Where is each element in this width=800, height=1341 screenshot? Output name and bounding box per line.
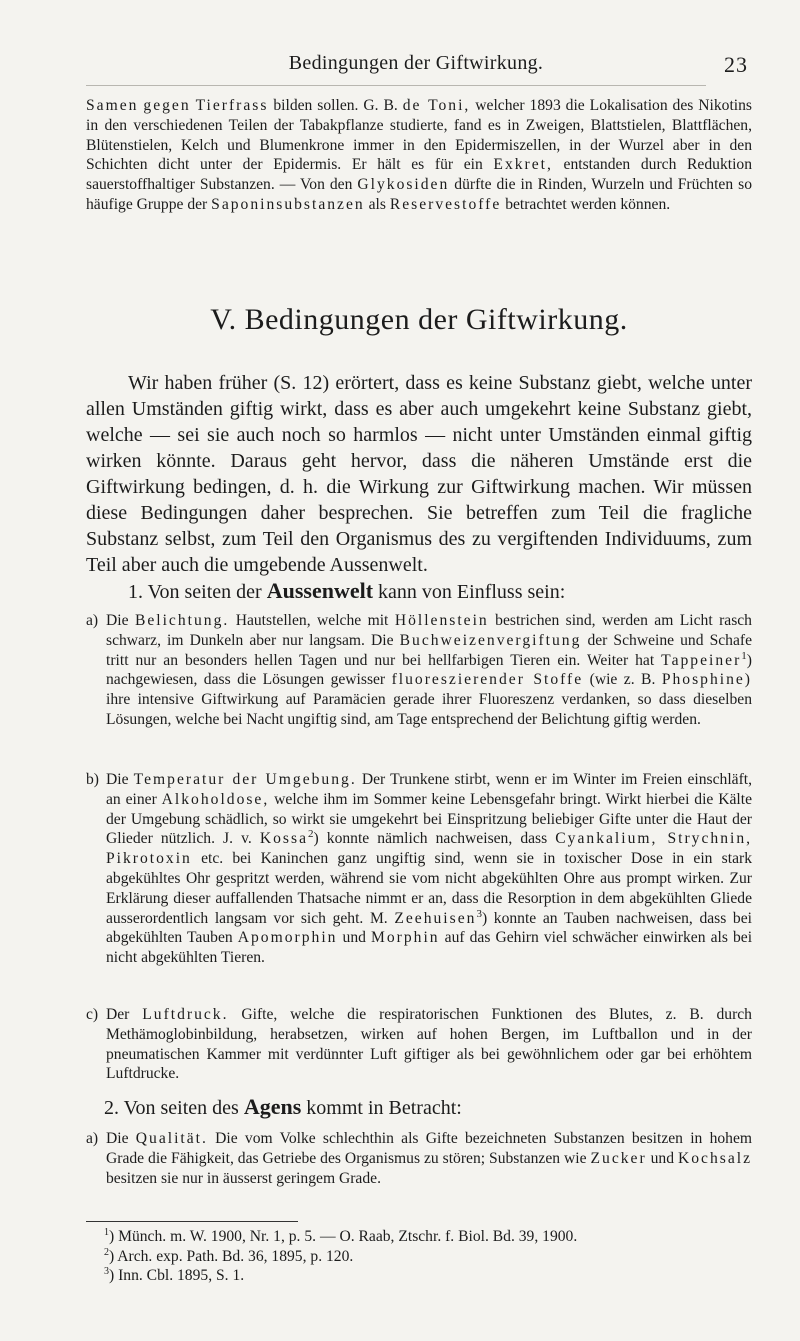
emph-term: fluoreszierender Stoffe bbox=[391, 671, 584, 689]
emph-term: Phosphine) bbox=[661, 671, 752, 689]
intro-text: welcher 1893 die Lokalisation des Nikotins in den verschiedenen Teilen der Tabakpflanze studierte, fand es in Zweigen, Blattstielen, Blattflächen, Blütenstielen, Kelch und Blumenkrone immer in den Epidermiszellen, in der Wurzel aber in den Schichten dicht unter der Epidermis. Er hält es für ein bbox=[86, 97, 752, 174]
text: konnte an Tauben nachweisen, dass bei abgekühlten Tauben bbox=[106, 909, 752, 947]
running-head-title: Bedingungen der Giftwirkung. bbox=[288, 52, 544, 74]
section-1-heading bbox=[128, 578, 768, 604]
emph-term: Alkoholdose, bbox=[161, 790, 270, 808]
page-number: 23 bbox=[724, 52, 748, 77]
text: und bbox=[650, 1149, 675, 1167]
text: Die bbox=[106, 1130, 129, 1147]
header-divider bbox=[86, 85, 706, 86]
intro-text: bilden sollen. G. B. bbox=[273, 97, 398, 114]
intro-text: Samen bbox=[86, 97, 139, 114]
list-item-text: Die Temperatur der Umgebung. Der Trunkene stirbt, wenn er im Winter im Freien einschläft, an einer Alkoholdose, welche ihm im Sommer keine Lebensgefahr bringt. Wirkt hierbei die Kälte der Umgebung schädlich, so wirkt sie umgekehrt bei Einspritzung beliebiger Gifte unter die Haut der Glieder nützlich. J. v. Kossa$^2$) konnte nämlich nachweisen, dass Cyankalium, Strychnin, Pikrotoxin etc. bei Kaninchen ganz ungiftig sind, wenn sie in toxischer Dose in ein stark abgekühltes Ohr gespritzt werden, während sie vom nicht abgekühlten Ohre aus prompt wirken. Zur Erklärung dieser auffallenden Thatsache nimmt er an, dass die Resorption in dem abgekühlten Gliede ausserordentlich langsam vor sich geht. M. Zeehuisen$^3$) konnte an Tauben nachweisen, dass bei abgekühlten Tauben Apomorphin und Morphin auf das Gehirn viel schwächer einwirken als bei nicht abgekühlten Tieren. bbox=[106, 771, 753, 967]
heading-bold-term: Agens bbox=[243, 1094, 302, 1119]
emph-term: Glykosiden bbox=[357, 176, 450, 194]
list-item-a-light bbox=[86, 611, 752, 730]
text: Der bbox=[106, 1006, 130, 1023]
intro-paragraph bbox=[86, 96, 752, 215]
heading-bold-term: Aussenwelt bbox=[266, 578, 374, 603]
footnote: $^2$) Arch. exp. Path. Bd. 36, 1895, p. 120. bbox=[104, 1246, 354, 1265]
text: ihre intensive Giftwirkung auf Paramäcien gerade ihrer Fluoreszenz verdanken, so dass dieselben Lösungen, welche bei Nacht ungiftig sind, am Tage entsprechend der Belichtung giftig werden. bbox=[106, 691, 752, 728]
footnote-text: Arch. exp. Path. Bd. 36, 1895, p. 120. bbox=[117, 1247, 354, 1265]
text: nachgewiesen, dass die Lösungen gewisser bbox=[106, 671, 386, 689]
footnote: $^3$) Inn. Cbl. 1895, S. 1. bbox=[104, 1265, 245, 1284]
text: welche ihm im Sommer keine Lebensgefahr bringt. Wirkt hierbei die Kälte der Umgebung schädlich, so wirkt sie umgekehrt bei Einspritzung beliebiger Gifte unter die Haut der Glieder nützlich. J. v. bbox=[106, 790, 753, 848]
intro-text: dürfte die in Rinden, Wurzeln und Früchten so häufige Gruppe der bbox=[86, 176, 753, 213]
heading-text: kann von Einfluss sein: bbox=[378, 581, 566, 603]
emph-term: Apomorphin bbox=[237, 929, 338, 947]
text: der Schweine und Schafe tritt nur an besonders hellen Tagen und nur bei hellfarbigen Tieren ein. Weiter hat bbox=[106, 631, 753, 669]
emph-term: Luftdruck. bbox=[142, 1006, 229, 1023]
footnote-text: Inn. Cbl. 1895, S. 1. bbox=[118, 1267, 245, 1284]
list-item-text: Die Belichtung. Hautstellen, welche mit Höllenstein bestrichen sind, werden am Licht rasch schwarz, im Dunkeln aber nur langsam. Die Buchweizenvergiftung der Schweine und Schafe tritt nur an besonders hellen Tagen und nur bei hellfarbigen Tieren ein. Weiter hat Tappeiner$^1$) nachgewiesen, dass die Lösungen gewisser fluoreszierender Stoffe (wie z. B. Phosphine) ihre intensive Giftwirkung auf Paramäcien gerade ihrer Fluoreszenz verdanken, so dass dieselben Lösungen, welche bei Nacht ungiftig sind, am Tage entsprechend der Belichtung giftig werden. bbox=[106, 612, 753, 728]
text: und bbox=[342, 929, 366, 947]
list-item-2a-quality bbox=[86, 1129, 752, 1188]
footnotes bbox=[104, 1227, 752, 1286]
footnote-number: 3 bbox=[104, 1265, 109, 1277]
list-item-text bbox=[106, 1005, 752, 1084]
text: Gifte, welche die respiratorischen Funktionen des Blutes, z. B. durch Methämoglobinbildung, herabsetzen, wirken auf hohen Bergen, im Luftballon und in der pneumatischen Kammer mit verdünnter Luft giftiger als bei gewöhnlichem oder gar bei erhöhtem Luftdrucke. bbox=[106, 1006, 752, 1083]
intro-text: gegen bbox=[143, 97, 191, 114]
emph-term: Tierfrass bbox=[195, 97, 269, 114]
emph-name: de Toni, bbox=[402, 97, 471, 114]
list-label: a) bbox=[86, 1130, 99, 1147]
intro-text: als bbox=[368, 195, 386, 213]
list-item-text bbox=[106, 1129, 752, 1188]
emph-term: Reservestoffe bbox=[389, 195, 502, 213]
emph-term: Kochsalz bbox=[677, 1149, 753, 1167]
emph-term: Höllenstein bbox=[394, 612, 489, 629]
text: konnte nämlich nachweisen, dass bbox=[326, 830, 548, 848]
chapter-title: V. Bedingungen der Giftwirkung. bbox=[210, 303, 628, 336]
emph-term: Cyankalium, Strychnin, Pikrotoxin bbox=[106, 830, 753, 868]
intro-text: entstanden durch Reduktion sauerstoffhaltiger Substanzen. — Von den bbox=[86, 156, 752, 194]
heading-text: 2. Von seiten des bbox=[104, 1097, 239, 1119]
footnote-number: 1 bbox=[104, 1226, 109, 1238]
text: Die vom Volke schlechthin als Gifte bezeichneten Substanzen besitzen in hohem Grade die Fähigkeit, das Getriebe des Organismus zu stören; Substanzen wie bbox=[106, 1130, 753, 1167]
emph-term: Zucker bbox=[590, 1149, 647, 1167]
list-item-c-pressure bbox=[86, 1005, 752, 1084]
footnote-ref: 1 bbox=[741, 649, 747, 662]
main-paragraph: Wir haben früher (S. 12) erörtert, dass es keine Substanz giebt, welche unter allen Umständen giftig wirkt, dass es aber auch umgekehrt keine Substanz giebt, welche — sei sie auch noch so harmlos — nicht unter Umständen einmal giftig wirken könnte. Daraus geht hervor, dass die näheren Umstände erst die Giftwirkung bedingen, d. h. die Wirkung zur Giftwirkung machen. Wir müssen diese Bedingungen daher besprechen. Sie betreffen zum Teil die fragliche Substanz selbst, zum Teil den Organismus des zu vergiftenden Individuums, zum Teil aber auch die umgebende Aussenwelt. bbox=[86, 372, 752, 576]
footnote-number: 2 bbox=[104, 1246, 109, 1258]
emph-name: Zeehuisen bbox=[394, 909, 477, 927]
footnote-text: Münch. m. W. 1900, Nr. 1, p. 5. — O. Raab, Ztschr. f. Biol. Bd. 39, 1900. bbox=[118, 1228, 578, 1245]
intro-text: betrachtet werden können. bbox=[505, 195, 671, 213]
footnote-ref: 3 bbox=[476, 907, 482, 920]
emph-name: Kossa bbox=[259, 830, 308, 848]
heading-text: kommt in Betracht: bbox=[306, 1097, 462, 1119]
list-label: c) bbox=[86, 1006, 99, 1023]
list-item-b-temperature bbox=[86, 770, 752, 968]
text: etc. bei Kaninchen ganz ungiftig sind, wenn sie in toxischer Dose in ein stark abgekühltes Ohr gespritzt werden, während sie vom nicht abgekühlten Ohre aus prompt wirken. Zur Erklärung dieser auffallenden Thatsache nimmt er an, dass die Resorption in dem abgekühlten Gliede ausserordentlich langsam vor sich geht. M. bbox=[106, 850, 752, 927]
footnote-ref: 2 bbox=[308, 828, 314, 841]
text: besitzen sie nur in äusserst geringem Grade. bbox=[106, 1169, 381, 1187]
heading-text: 1. Von seiten der bbox=[128, 581, 262, 603]
emph-term: Buchweizenvergiftung bbox=[399, 631, 582, 649]
emph-term: Morphin bbox=[371, 929, 440, 947]
text: auf das Gehirn viel schwächer einwirken als bei nicht abgekühlten Tieren. bbox=[106, 929, 753, 967]
text: (wie z. B. bbox=[589, 671, 656, 689]
text: Die bbox=[106, 771, 129, 788]
emph-term: Qualität. bbox=[135, 1130, 208, 1147]
emph-term: Exkret, bbox=[493, 156, 553, 174]
list-label: a) bbox=[86, 612, 99, 629]
text: Hautstellen, welche mit bbox=[235, 612, 389, 629]
text: bestrichen sind, werden am Licht rasch schwarz, im Dunkeln aber nur langsam. Die bbox=[106, 612, 752, 649]
text: Die bbox=[106, 612, 129, 629]
emph-term: Temperatur der Umgebung. bbox=[133, 771, 357, 788]
text: Der Trunkene stirbt, wenn er im Winter im Freien einschläft, an einer bbox=[106, 771, 753, 808]
section-2-heading bbox=[104, 1094, 744, 1120]
footnote: $^1$) Münch. m. W. 1900, Nr. 1, p. 5. — O. Raab, Ztschr. f. Biol. Bd. 39, 1900. bbox=[104, 1226, 578, 1245]
list-label: b) bbox=[86, 771, 99, 788]
emph-term: Belichtung. bbox=[134, 612, 230, 629]
footnote-divider bbox=[86, 1221, 298, 1222]
emph-term: Saponinsubstanzen bbox=[211, 195, 365, 213]
emph-name: Tappeiner bbox=[661, 651, 742, 669]
